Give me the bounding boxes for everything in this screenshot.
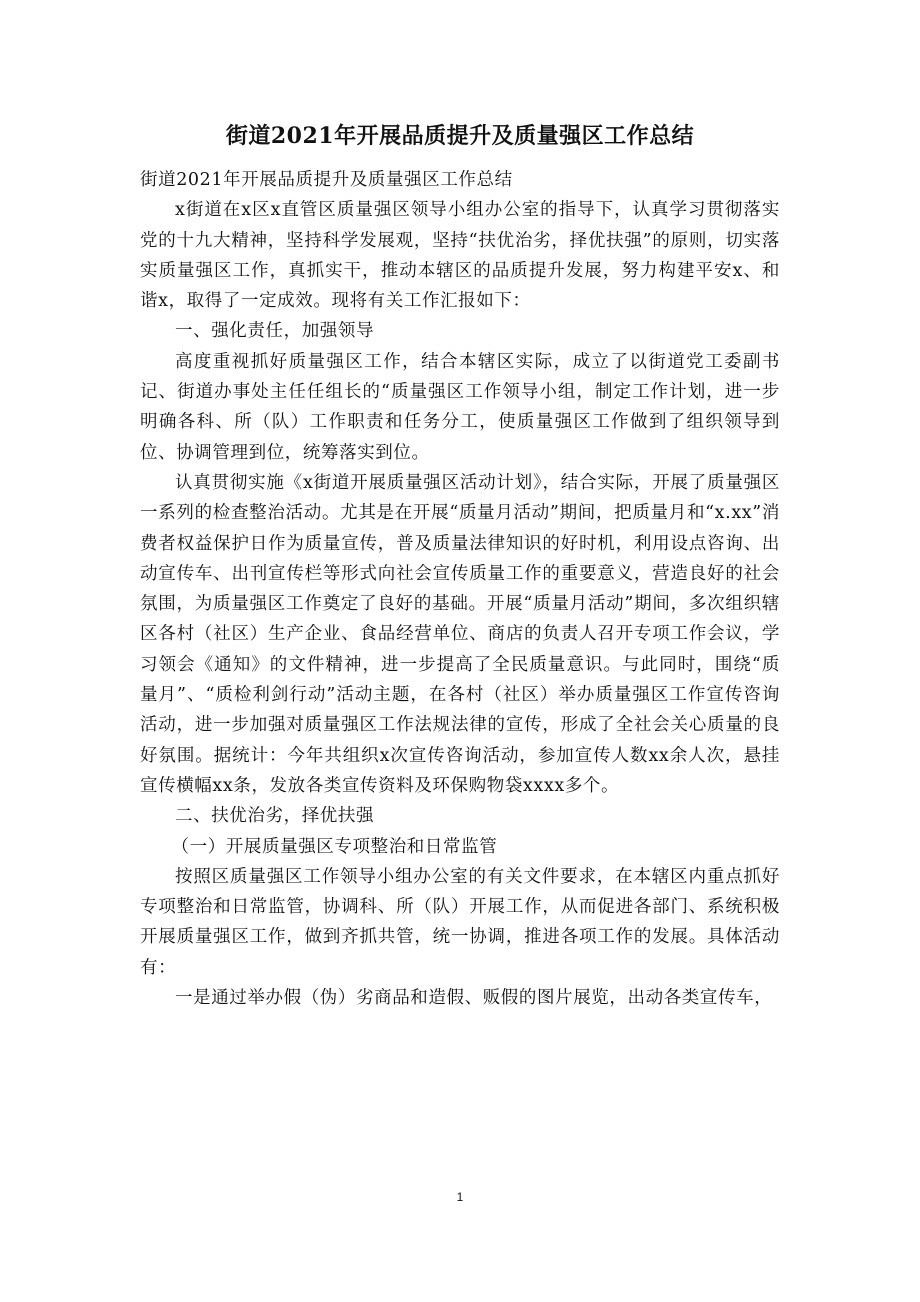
body-paragraph: 按照区质量强区工作领导小组办公室的有关文件要求，在本辖区内重点抓好专项整治和日常监管，协调科、所（队）开展工作，从而促进各部门、系统积极开展质量强区工作，做到齐抓共管，统一协调，推进各项工作的发展。具体活动有： <box>140 866 780 978</box>
section-heading-2: 二、扶优治劣，择优扶强 <box>175 806 375 827</box>
intro-paragraph: x街道在x区x直管区质量强区领导小组办公室的指导下，认真学习贯彻落实党的十九大精神，坚持科学发展观，坚持“扶优治劣，择优扶强”的原则，切实落实质量强区工作，真抓实干，推动本辖区的品质提升发展，努力构建平安x、和谐x，取得了一定成效。现将有关工作汇报如下： <box>140 200 780 312</box>
body-paragraph: 高度重视抓好质量强区工作，结合本辖区实际，成立了以街道党工委副书记、街道办事处主任任组长的“质量强区工作领导小组，制定工作计划，进一步明确各科、所（队）工作职责和任务分工，使质量强区工作做到了组织领导到位、协调管理到位，统筹落实到位。 <box>140 351 780 463</box>
subtitle-paragraph: 街道2021年开展品质提升及质量强区工作总结 <box>140 170 513 190</box>
subsection-heading: （一）开展质量强区专项整治和日常监管 <box>171 836 498 857</box>
section-heading-1: 一、强化责任，加强领导 <box>175 321 375 342</box>
body-paragraph: 一是通过举办假（伪）劣商品和造假、贩假的图片展览，出动各类宣传车， <box>175 988 773 1009</box>
document-title: 街道2021年开展品质提升及质量强区工作总结 <box>225 123 695 149</box>
body-paragraph: 认真贯彻实施《x街道开展质量强区活动计划》，结合实际，开展了质量强区一系列的检查整治活动。尤其是在开展“质量月活动”期间，把质量月和“x.xx”消费者权益保护日作为质量宣传，普及质量法律知识的好时机，利用设点咨询、出动宣传车、出刊宣传栏等形式向社会宣传质量工作的重要意义，营造良好的社会氛围，为质量强区工作奠定了良好的基础。开展“质量月活动”期间，多次组织辖区各村（社区）生产企业、食品经营单位、商店的负责人召开专项工作会议，学习领会《通知》的文件精神，进一步提高了全民质量意识。与此同时，围绕“质量月”、“质检利剑行动”活动主题，在各村（社区）举办质量强区工作宣传咨询活动，进一步加强对质量强区工作法规法律的宣传，形成了全社会关心质量的良好氛围。据统计：今年共组织x次宣传咨询活动，参加宣传人数xx余人次，悬挂宣传横幅xx条，发放各类宣传资料及环保购物袋xxxx多个。 <box>140 472 780 796</box>
page-number: 1 <box>456 1190 464 1204</box>
document-body <box>140 165 780 1013</box>
